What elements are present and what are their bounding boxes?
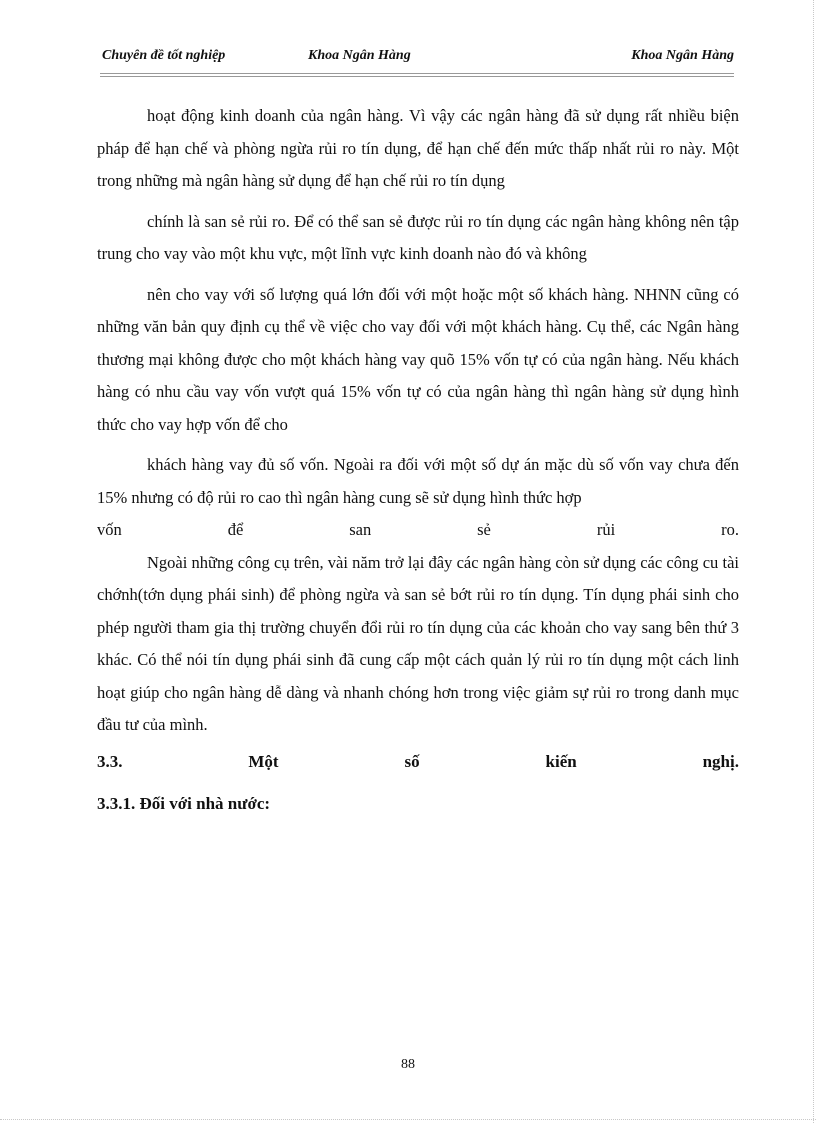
paragraph-4-last-line bbox=[97, 514, 739, 547]
heading-word: nghị. bbox=[702, 751, 739, 771]
header-faculty-right: Khoa Ngân Hàng bbox=[631, 48, 734, 63]
heading-word: số bbox=[404, 751, 420, 771]
header-rule bbox=[100, 73, 734, 77]
paragraph-2: chính là san sẻ rủi ro. Để có thể san sẻ được rủi ro tín dụng các ngân hàng không nên tập trung cho vay vào một khu vực, một lĩnh vực kinh doanh nào đó và không bbox=[97, 211, 739, 263]
page-right-border bbox=[813, 0, 814, 1123]
document-body bbox=[97, 100, 739, 821]
section-heading bbox=[97, 746, 739, 779]
paragraph-5: Ngoài những công cụ trên, vài năm trở lại đây các ngân hàng còn sử dụng các công cu tài chớnh(tớn dụng phái sinh) để phòng ngừa và san sẻ bớt rủi ro tín dụng. Tín dụng phái sinh cho phép người tham gia thị trường chuyển đổi rủi ro tín dụng của các khoản cho vay sang bên thứ 3 khác. Có thể nói tín dụng phái sinh đã cung cấp một cách quản lý rủi ro tín dụng một cách linh hoạt giúp cho ngân hàng dễ dàng và nhanh chóng hơn trong việc giảm sự rủi ro trong danh mục đầu tư của mình. bbox=[97, 552, 739, 734]
word: vốn bbox=[97, 520, 122, 539]
heading-word: kiến bbox=[545, 751, 577, 771]
header-thesis-title: Chuyên đề tốt nghiệp bbox=[102, 48, 226, 63]
word: sẻ bbox=[477, 520, 491, 539]
word: san bbox=[349, 520, 372, 539]
word: ro. bbox=[721, 520, 739, 539]
paragraph-1: hoạt động kinh doanh của ngân hàng. Vì vậy các ngân hàng đã sử dụng rất nhiều biện pháp để hạn chế và phòng ngừa rủi ro tín dụng, để hạn chế đến mức thấp nhất rủi ro này. Một trong những mà ngân hàng sử dụng để hạn chế rủi ro tín dụng bbox=[97, 106, 739, 190]
paragraph-3: nên cho vay với số lượng quá lớn đối với một hoặc một số khách hàng. NHNN cũng có những văn bản quy định cụ thể về việc cho vay đối với một khách hàng. Cụ thể, các Ngân hàng thương mại không được cho một khách hàng vay quõ 15% vốn tự có của ngân hàng. Nếu khách hàng có nhu cầu vay vốn vượt quá 15% vốn tự có của ngân hàng thì ngân hàng sử dụng hình thức cho vay hợp vốn để cho bbox=[97, 284, 739, 434]
page-number: 88 bbox=[401, 1057, 415, 1072]
word: để bbox=[227, 520, 244, 539]
subsection-heading: 3.3.1. Đối với nhà nước: bbox=[97, 794, 271, 813]
word: rủi bbox=[596, 520, 616, 539]
heading-word: 3.3. bbox=[97, 751, 123, 771]
page-bottom-border bbox=[0, 1119, 816, 1120]
page-header bbox=[100, 48, 734, 70]
paragraph-4: khách hàng vay đủ số vốn. Ngoài ra đối với một số dự án mặc dù số vốn vay chưa đến 15% nhưng có độ rủi ro cao thì ngân hàng cung sẽ sử dụng hình thức hợp bbox=[97, 455, 739, 507]
header-faculty: Khoa Ngân Hàng bbox=[308, 48, 411, 63]
heading-word: Một bbox=[248, 751, 279, 771]
